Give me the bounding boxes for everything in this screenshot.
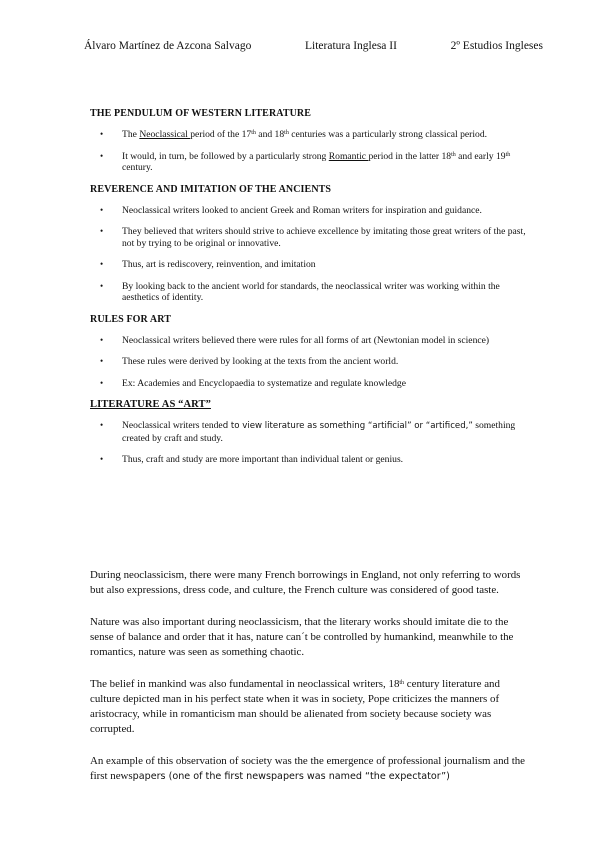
paragraph-french-borrowings: During neoclassicism, there were many French borrowings in England, not only referring to words but also expressions, dress code, and culture, the French culture was considered of good taste. [90, 569, 521, 596]
page-header [84, 40, 543, 52]
list-item: • Neoclassical writers tended to view literature as something “artificial” or “artificed,” something created by craft and study. [90, 420, 530, 444]
list-item: • They believed that writers should strive to achieve excellence by imitating those great writers of the past, not by trying to be original or innovative. [90, 226, 530, 249]
underlined-term: Romantic [328, 150, 369, 162]
header-year: 2º Estudios Ingleses [450, 40, 543, 52]
section-heading-pendulum: THE PENDULUM OF WESTERN LITERATURE [90, 108, 312, 119]
section-heading-literature-as-art: LITERATURE AS “ART” [90, 399, 211, 410]
underlined-term: Neoclassical [139, 129, 191, 140]
list-item: • Neoclassical writers looked to ancient Greek and Roman writers for inspiration and guidance. [90, 205, 530, 217]
outline-notes [90, 108, 530, 476]
section-heading-rules: RULES FOR ART [90, 313, 171, 325]
paragraph-nature: Nature was also important during neoclassicism, that the literary works should imitate die to the sense of balance and order that it has, nature can´t be controlled by humankind, meanwhile to the romantics, nature was seen as something chaotic. [90, 616, 514, 658]
list-item: • Thus, craft and study are more important than individual talent or genius. [90, 454, 530, 466]
header-author: Álvaro Martínez de Azcona Salvago [84, 40, 252, 52]
section-heading-reverence: REVERENCE AND IMITATION OF THE ANCIENTS [90, 183, 332, 195]
bullet-list-literature-as-art [90, 420, 530, 466]
list-item: • By looking back to the ancient world for standards, the neoclassical writer was working within the aesthetics of identity. [90, 281, 530, 304]
paragraph-journalism: An example of this observation of society was the the emergence of professional journalism and the first newspapers (one of the first newspapers was named “the expectator”) [90, 755, 525, 782]
paragraph-mankind: The belief in mankind was also fundamental in neoclassical writers, 18th century literature and culture depicted man in his perfect state when it was in society, Pope criticizes the manners of aristocracy, while in romanticism man should be alienated from society because society was corrupted. [90, 678, 500, 735]
list-item: • It would, in turn, be followed by a particularly strong Romantic period in the latter 18th and early 19th century. [90, 151, 530, 174]
bullet-list-rules [90, 335, 530, 390]
header-course: Literatura Inglesa II [305, 40, 397, 52]
list-item: • The Neoclassical period of the 17th and 18th centuries was a particularly strong classical period. [90, 129, 530, 141]
list-item: • Thus, art is rediscovery, reinvention, and imitation [90, 259, 530, 271]
bullet-list-reverence [90, 205, 530, 304]
bullet-list-pendulum [90, 129, 530, 174]
essay-body [90, 568, 530, 801]
list-item: • Ex: Academies and Encyclopaedia to systematize and regulate knowledge [90, 378, 530, 390]
list-item: • Neoclassical writers believed there were rules for all forms of art (Newtonian model in science) [90, 335, 530, 347]
list-item: • These rules were derived by looking at the texts from the ancient world. [90, 356, 530, 368]
